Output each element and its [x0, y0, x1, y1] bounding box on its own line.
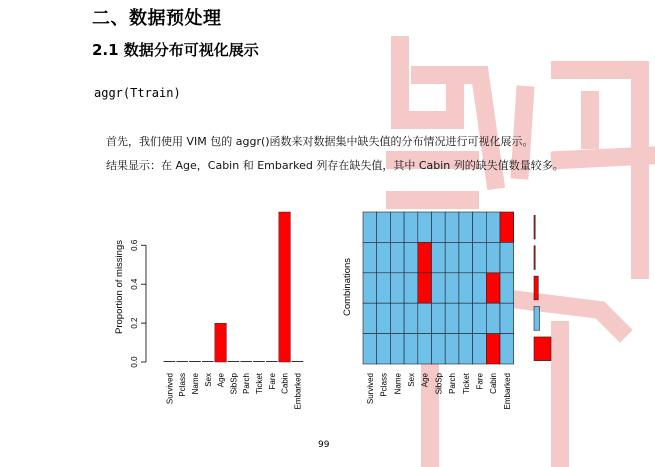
column-label: Fare	[475, 373, 485, 390]
combination-frequency-bar	[534, 307, 540, 331]
combination-cell	[418, 334, 432, 364]
bar-pclass	[176, 361, 188, 362]
combination-cell	[486, 334, 500, 364]
bar-embarked	[292, 361, 304, 362]
combination-cell	[390, 303, 404, 333]
combination-cell	[377, 212, 391, 242]
combination-cell	[473, 334, 487, 364]
combination-cell	[404, 303, 418, 333]
bar-parch	[240, 361, 252, 362]
combination-cell	[363, 242, 377, 272]
combination-cell	[459, 273, 473, 303]
combination-cell	[432, 303, 446, 333]
bar-survived	[164, 361, 176, 362]
column-label: Survived	[365, 373, 375, 405]
combination-cell	[445, 242, 459, 272]
combination-cell	[500, 242, 514, 272]
x-tick-label: Embarked	[293, 373, 303, 410]
combination-cell	[390, 273, 404, 303]
combination-cell	[404, 212, 418, 242]
combination-cell	[404, 334, 418, 364]
x-tick-label: Pclass	[178, 373, 188, 397]
combination-cell	[473, 212, 487, 242]
x-tick-label: Survived	[165, 373, 175, 405]
combination-cell	[377, 334, 391, 364]
page-number: 99	[318, 440, 330, 450]
missing-proportion-bar-chart	[114, 212, 303, 409]
x-tick-label: Name	[191, 373, 200, 395]
combination-cell	[418, 273, 432, 303]
combination-frequency-bar	[534, 246, 535, 270]
combination-cell	[363, 334, 377, 364]
combinations-axis-title: Combinations	[342, 257, 353, 317]
paragraph-2: 结果显示：在 Age，Cabin 和 Embarked 列存在缺失值，其中 Cabin 列的缺失值数量较多。	[106, 159, 564, 172]
combination-frequency-bar	[534, 215, 535, 239]
bar-sex	[202, 361, 214, 362]
combination-cell	[418, 303, 432, 333]
combination-cell	[390, 242, 404, 272]
x-tick-label: Age	[216, 373, 226, 388]
combination-cell	[473, 273, 487, 303]
combination-cell	[500, 212, 514, 242]
combination-cell	[363, 273, 377, 303]
x-tick-label: SibSp	[229, 373, 239, 395]
y-tick-label: 0.2	[130, 317, 139, 329]
combination-cell	[486, 273, 500, 303]
column-label: Pclass	[379, 373, 389, 397]
combination-cell	[377, 303, 391, 333]
combination-cell	[390, 334, 404, 364]
paragraph-1: 首先，我们使用 VIM 包的 aggr()函数来对数据集中缺失值的分布情况进行可视化展示。	[106, 135, 534, 148]
column-label: Ticket	[461, 373, 471, 395]
combination-cell	[486, 212, 500, 242]
combination-cell	[486, 242, 500, 272]
missing-combinations-heatmap	[342, 212, 551, 409]
x-tick-label: Ticket	[255, 373, 264, 395]
combination-cell	[500, 273, 514, 303]
combination-cell	[363, 212, 377, 242]
code-line: aggr(Ttrain)	[94, 86, 181, 100]
combination-cell	[473, 303, 487, 333]
combination-cell	[363, 303, 377, 333]
combination-cell	[459, 303, 473, 333]
y-tick-label: 0.6	[130, 239, 139, 251]
x-tick-label: Parch	[242, 373, 252, 394]
column-label: Parch	[448, 373, 458, 394]
combination-cell	[473, 242, 487, 272]
subsection-heading: 2.1 数据分布可视化展示	[92, 41, 259, 59]
combination-cell	[445, 303, 459, 333]
column-label: Age	[420, 373, 430, 388]
combination-cell	[377, 273, 391, 303]
combination-cell	[432, 334, 446, 364]
combination-cell	[445, 212, 459, 242]
bar-sibsp	[228, 361, 240, 362]
column-label: Name	[393, 373, 403, 395]
combination-cell	[418, 212, 432, 242]
combination-cell	[404, 242, 418, 272]
bar-ticket	[253, 361, 265, 362]
combination-cell	[418, 242, 432, 272]
column-label: Cabin	[489, 373, 499, 394]
y-axis-title: Proportion of missings	[114, 240, 125, 334]
column-label: Embarked	[502, 372, 512, 410]
bar-name	[189, 361, 201, 362]
combination-cell	[500, 303, 514, 333]
combination-cell	[486, 303, 500, 333]
combination-cell	[459, 334, 473, 364]
combination-cell	[445, 334, 459, 364]
combination-cell	[459, 212, 473, 242]
y-tick-label: 0.0	[130, 356, 139, 368]
combination-cell	[377, 242, 391, 272]
combination-cell	[432, 242, 446, 272]
column-label: Sex	[406, 373, 416, 387]
combination-cell	[390, 212, 404, 242]
section-heading: 二、数据预处理	[92, 8, 222, 29]
x-tick-label: Sex	[203, 373, 213, 387]
combination-cell	[459, 242, 473, 272]
combination-cell	[432, 273, 446, 303]
combination-cell	[432, 212, 446, 242]
x-tick-label: Fare	[267, 373, 277, 390]
y-tick-label: 0.4	[130, 278, 139, 290]
combination-frequency-bar	[534, 337, 551, 361]
x-tick-label: Cabin	[280, 373, 290, 394]
bar-cabin	[279, 212, 291, 362]
bar-fare	[266, 361, 278, 362]
combination-cell	[500, 334, 514, 364]
combination-cell	[445, 273, 459, 303]
bar-age	[215, 323, 227, 362]
column-label: SibSp	[434, 373, 444, 395]
combination-frequency-bar	[534, 276, 538, 300]
combination-cell	[404, 273, 418, 303]
